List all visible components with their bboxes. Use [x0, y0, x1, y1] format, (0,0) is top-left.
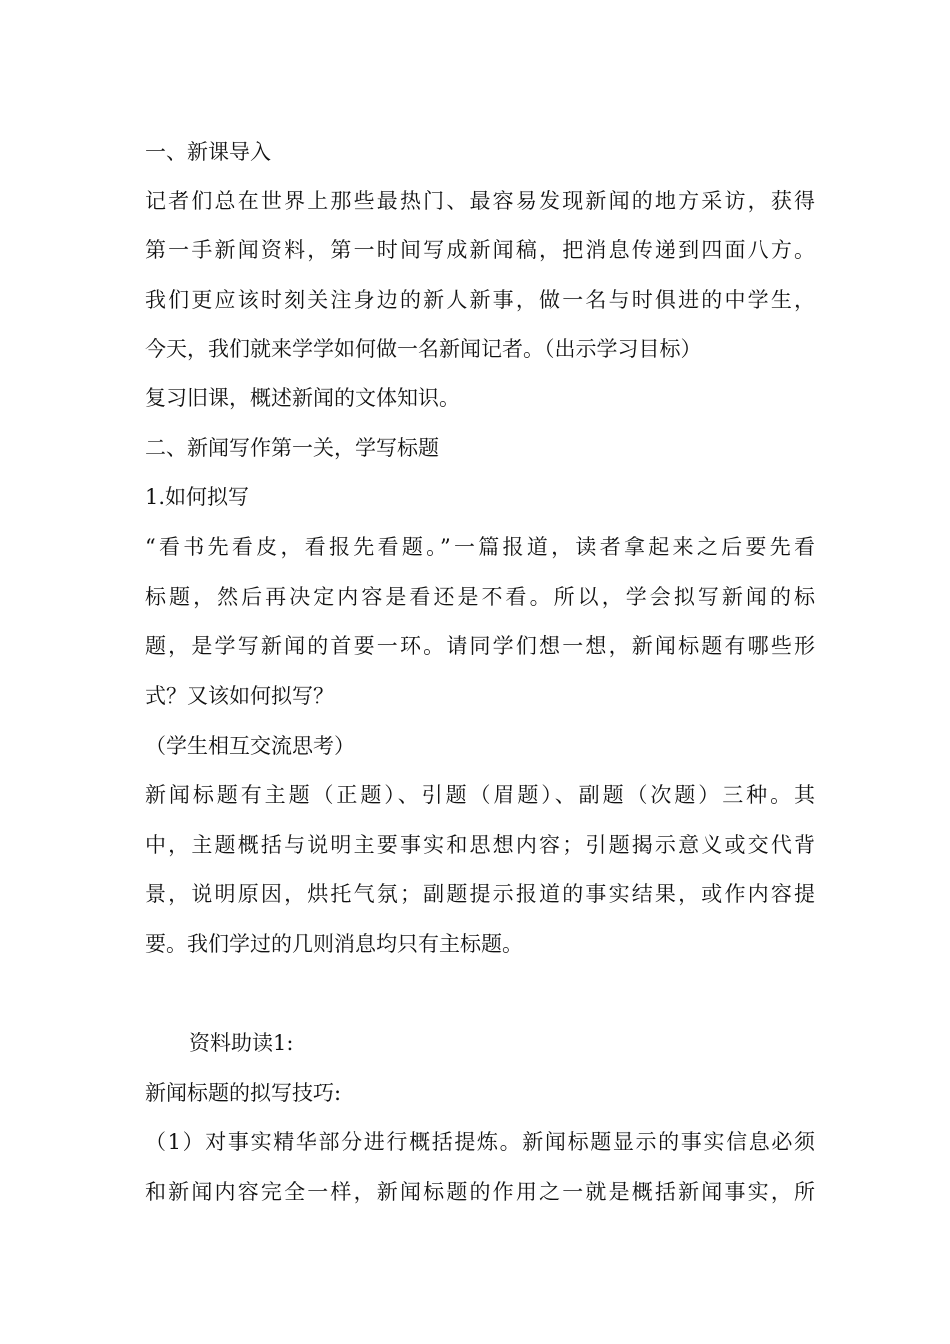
- paragraph-line: 要。我们学过的几则消息均只有主标题。: [145, 932, 523, 956]
- section-heading-intro: 一、新课导入: [145, 140, 271, 164]
- paragraph-line: 标题，然后再决定内容是看还是不看。所以，学会拟写新闻的标: [145, 585, 815, 609]
- paragraph-line: 复习旧课，概述新闻的文体知识。: [145, 386, 460, 410]
- paragraph-line: 题，是学写新闻的首要一环。请同学们想一想，新闻标题有哪些形: [145, 634, 815, 658]
- subheading: 新闻标题的拟写技巧:: [145, 1081, 342, 1105]
- paragraph-line: 景，说明原因，烘托气氛；副题提示报道的事实结果，或作内容提: [145, 882, 815, 906]
- paragraph-line: 我们更应该时刻关注身边的新人新事，做一名与时俱进的中学生，: [145, 288, 815, 312]
- reading-aid-heading: 资料助读1:: [189, 1031, 294, 1055]
- paragraph-line: 中，主题概括与说明主要事实和思想内容；引题揭示意义或交代背: [145, 833, 815, 857]
- paragraph-line: 记者们总在世界上那些最热门、最容易发现新闻的地方采访，获得: [145, 189, 815, 213]
- paragraph-line: 式？又该如何拟写？: [145, 684, 334, 708]
- paragraph-line: 和新闻内容完全一样，新闻标题的作用之一就是概括新闻事实，所: [145, 1180, 815, 1204]
- paragraph-line: （学生相互交流思考）: [145, 734, 355, 758]
- paragraph-line: （1）对事实精华部分进行概括提炼。新闻标题显示的事实信息必须: [145, 1130, 815, 1154]
- section-heading-headline: 二、新闻写作第一关，学写标题: [145, 436, 439, 460]
- subheading: 1.如何拟写: [145, 485, 250, 509]
- paragraph-line: 今天，我们就来学学如何做一名新闻记者。（出示学习目标）: [145, 337, 702, 361]
- paragraph-line: 新闻标题有主题（正题）、引题（眉题）、副题（次题）三种。其: [145, 783, 815, 807]
- paragraph-line: “看书先看皮，看报先看题。”一篇报道，读者拿起来之后要先看: [145, 535, 815, 559]
- paragraph-line: 第一手新闻资料，第一时间写成新闻稿，把消息传递到四面八方。: [145, 238, 815, 262]
